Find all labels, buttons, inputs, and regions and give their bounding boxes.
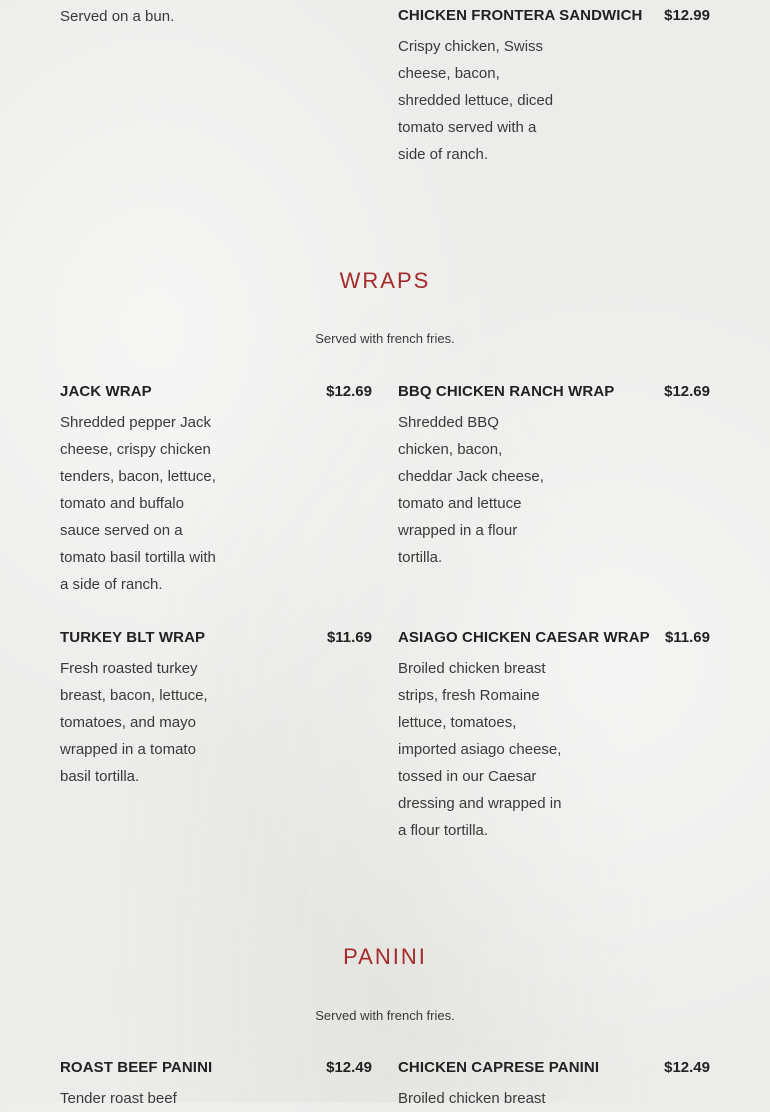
menu-item-name: JACK WRAP bbox=[60, 383, 152, 400]
menu-item-price: $12.49 bbox=[326, 1059, 372, 1076]
menu-item-price: $12.49 bbox=[664, 1059, 710, 1076]
menu-item-price: $12.99 bbox=[664, 7, 710, 24]
section-subtitle-wraps: Served with french fries. bbox=[315, 331, 455, 346]
menu-item-description: Crispy chicken, Swiss cheese, bacon, shredded lettuce, diced tomato served with a side of ranch. bbox=[398, 38, 554, 163]
menu-item-name: ROAST BEEF PANINI bbox=[60, 1059, 213, 1076]
section-subtitle-panini: Served with french fries. bbox=[315, 1008, 455, 1023]
menu-item-price: $11.69 bbox=[664, 629, 710, 646]
menu-item-name: TURKEY BLT WRAP bbox=[60, 629, 206, 646]
menu-item-price: $12.69 bbox=[326, 383, 372, 400]
menu-item-description: Shredded BBQ chicken, bacon, cheddar Jack cheese, tomato and lettuce wrapped in a flour tortilla. bbox=[398, 414, 544, 566]
menu-item-description: Broiled chicken breast bbox=[398, 1090, 546, 1107]
menu-item-name: CHICKEN CAPRESE PANINI bbox=[398, 1059, 600, 1076]
menu-item-description: Broiled chicken breast strips, fresh Romaine lettuce, tomatoes, imported asiago cheese, tossed in our Caesar dressing and wrapped in a flour tortilla. bbox=[398, 660, 562, 839]
menu-item-name: ASIAGO CHICKEN CAESAR WRAP bbox=[398, 629, 650, 646]
menu-item-description: Fresh roasted turkey breast, bacon, lettuce, tomatoes, and mayo wrapped in a tomato basil tortilla. bbox=[60, 660, 208, 785]
prev-item-description: Served on a bun. bbox=[60, 8, 175, 25]
menu-item-description: Tender roast beef bbox=[60, 1090, 177, 1107]
section-title-wraps: WRAPS bbox=[339, 268, 431, 293]
section-title-panini: PANINI bbox=[343, 944, 427, 969]
menu-item-price: $11.69 bbox=[326, 629, 372, 646]
menu-item-name: CHICKEN FRONTERA SANDWICH bbox=[398, 7, 643, 24]
menu-item-name: BBQ CHICKEN RANCH WRAP bbox=[398, 383, 615, 400]
menu-item-description: Shredded pepper Jack cheese, crispy chicken tenders, bacon, lettuce, tomato and buffalo sauce served on a tomato basil tortilla with a side of ranch. bbox=[60, 414, 216, 593]
menu-item-price: $12.69 bbox=[664, 383, 710, 400]
